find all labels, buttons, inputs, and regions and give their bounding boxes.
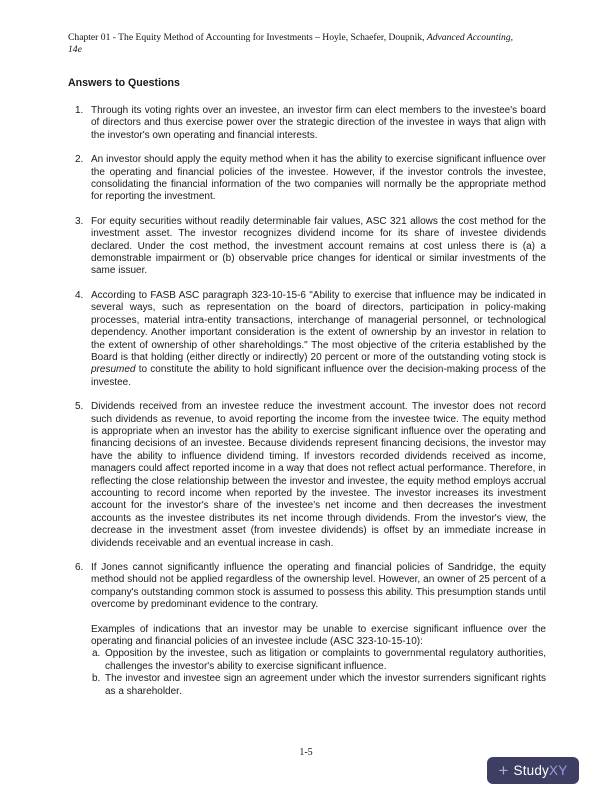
answer-text — [91, 562, 546, 698]
logo-text-study: Study — [513, 763, 550, 778]
answers-list — [68, 105, 546, 698]
answer-item-5 — [68, 401, 546, 550]
answer-number: 3. — [75, 215, 84, 227]
answer-text-main: If Jones cannot significantly influence the operating and financial policies of Sandridge, the equity method should not be applied regardless of the ownership level. However, an owner of 25 percent of a company's outstanding common stock is assumed to possess this ability. This presumption stands until overcome by predominant evidence to the contrary. — [91, 562, 546, 611]
studyxy-logo — [487, 757, 579, 784]
answer-text: Dividends received from an investee reduce the investment account. The investor does not record such dividends as revenue, to avoid reporting the income from the investee twice. The equity method is appropriate when an investor has the ability to exercise significant influence over the operating and financing decisions of an investee. Because dividends represent financing decisions, the investor may have the ability to influence dividend timing. If investors recorded dividends received as income, managers could affect reported income in a way that does not reflect actual performance. Therefore, in reflecting the close relationship between the investor and investee, the equity method employs accrual accounting to record income when reported by the investee. The investor increases its investment account for the investor's share of the investee's net income and then decreases the investment accounts as the investee distributes its net income through dividends. From the investor's view, the decrease in the investment asset (from investee dividends) is offset by an immediate increase in dividends receivable and an eventual increase in cash. — [91, 401, 546, 549]
answer-item-3 — [68, 216, 546, 278]
page-number: 1-5 — [299, 747, 313, 758]
sub-item-text: The investor and investee sign an agreement under which the investor surrenders significant rights as a shareholder. — [105, 673, 546, 697]
answer-item-2 — [68, 154, 546, 204]
header-edition: 14e — [68, 44, 82, 55]
answer-item-6 — [68, 562, 546, 698]
answer-item-1 — [68, 105, 546, 142]
answer-number: 1. — [75, 105, 84, 116]
plus-icon: + — [498, 760, 509, 780]
answer-item-4 — [68, 290, 546, 389]
logo-text-xy: XY — [549, 763, 568, 778]
answer-number: 4. — [75, 289, 84, 301]
sub-item-b — [91, 673, 546, 698]
answer-text-segment: According to FASB ASC paragraph 323-10-15-6 "Ability to exercise that influence may be indicated in several ways, such as representation on the board of directors, participation in policy-making processes, material intra-entity transactions, interchange of managerial personnel, or technological dependency. Another important consideration is the extent of ownership by an investor in relation to the extent of ownership of other shareholdings." The most objective of the criteria established by the Board is that holding (either directly or indirectly) 20 percent or more of the outstanding voting stock is — [91, 289, 546, 363]
document-header — [68, 32, 546, 56]
section-title: Answers to Questions — [68, 77, 180, 89]
answer-number: 6. — [75, 562, 84, 573]
sub-item-letter: b. — [92, 673, 101, 685]
sub-item-text: Opposition by the investee, such as litigation or complaints to governmental regulatory authorities, challenges the investor's ability to exercise significant influence. — [105, 648, 546, 672]
logo-text — [513, 763, 567, 778]
examples-intro: Examples of indications that an investor may be unable to exercise significant influence over the operating and financial policies of an investee include (ASC 323-10-15-10): — [91, 623, 546, 648]
header-book-title: Advanced Accounting, — [426, 32, 514, 43]
sub-item-a — [91, 648, 546, 673]
answer-text: For equity securities without readily determinable fair values, ASC 321 allows the cost method for the investment asset. The investor recognizes dividend income for its share of investee dividends declared. Under the cost method, the investment account remains at cost unless there is (a) a demonstrable impairment or (b) observable price changes for identical or similar investments of the same issuer. — [91, 215, 546, 277]
answer-text — [91, 290, 546, 389]
answer-text: An investor should apply the equity method when it has the ability to exercise significant influence over the operating and financial policies of the investee. However, if the investor controls the investee, consolidating the financial information of the two companies will normally be the appropriate method for reporting the investment. — [91, 154, 546, 203]
header-text: Chapter 01 - The Equity Method of Accounting for Investments – Hoyle, Schaefer, Doupnik, — [68, 32, 427, 43]
answer-text-segment: to constitute the ability to hold significant influence over the decision-making process of the investee. — [91, 364, 546, 388]
answer-text: Through its voting rights over an investee, an investor firm can elect members to the investee's board of directors and thus exercise power over the strategic direction of the investee in ways that align with the investor's own operating and financial interests. — [91, 105, 546, 141]
sub-item-letter: a. — [92, 648, 101, 660]
answer-text-italic-word: presumed — [91, 364, 136, 376]
answer-number: 2. — [75, 154, 84, 166]
answer-number: 5. — [75, 401, 84, 413]
